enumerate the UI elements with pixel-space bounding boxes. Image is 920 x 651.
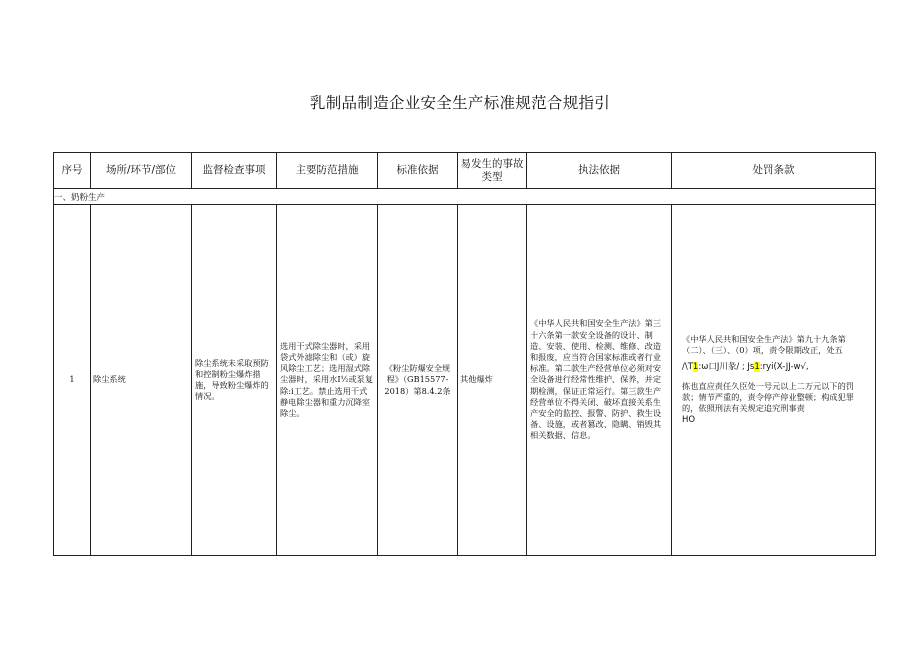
- compliance-table: [53, 152, 876, 556]
- penalty-garbled-c: Js: [747, 361, 755, 372]
- header-place: 场所/环节/部位: [91, 153, 192, 189]
- cell-issue: 除尘系统未采取预防和控制粉尘爆炸措施，导致粉尘爆炸的情况。: [192, 205, 277, 556]
- cell-accident: 其他爆炸: [458, 205, 527, 556]
- penalty-line-3: 拣也直应责任久臣处一号元以上二万元以下的罚款；情节严重的，责令停产停业整顿；构成犯罪的，依照刑法有关规定追究刑事责: [682, 380, 854, 414]
- penalty-garbled-a: /\T: [682, 361, 693, 372]
- document-title: 乳制品制造企业安全生产标准规范合规指引: [309, 94, 611, 112]
- penalty-highlight-b: 1: [754, 361, 760, 372]
- section-label: 一、奶粉生产: [54, 189, 876, 205]
- header-law: 执法依据: [527, 153, 672, 189]
- header-accident: 易发生的事故类型: [458, 153, 527, 189]
- penalty-line-4: HO: [682, 414, 696, 425]
- cell-law: 《中华人民共和国安全生产法》第三十六条第一款安全设备的设计、制造、安装、使用、检测、维修、改造和报废，应当符合国家标准或者行业标准。第二款生产经营单位必须对安全设备进行经常性维护、保养，并定期检测，保证正常运行。第三款生产经营单位不得关闭、破坏直接关系生产安全的监控、报警、防护、救生设备、设施，或者篡改、隐瞒、销毁其相关数据、信息。: [527, 205, 672, 556]
- penalty-garbled-d: :ryi(X-JJ-w√,: [759, 361, 809, 372]
- penalty-garbled-b: :ω口J川彖/ ;: [698, 361, 745, 372]
- header-measure: 主要防范措施: [277, 153, 378, 189]
- cell-measure: 选用干式除尘器时，采用袋式外滤除尘和（或）旋风除尘工艺；选用湿式除尘器时，采用水Ⅰ½或泵复除:i工艺。禁止选用干式静电除尘器和重力沉降室除尘。: [277, 205, 378, 556]
- header-standard: 标准依据: [378, 153, 458, 189]
- penalty-line-1: 《中华人民共和国安全生产法》第九十九条第（二）、（三）、（0）项，责令限期改正，处五: [682, 334, 846, 356]
- cell-place: 除尘系统: [91, 205, 192, 556]
- header-penalty: 处罚条款: [672, 153, 876, 189]
- section-row: [54, 189, 876, 205]
- table-row: [54, 205, 876, 556]
- cell-standard: 《粉尘防爆安全规程》（GB15577-2018）第8.4.2条: [378, 205, 458, 556]
- cell-no: 1: [54, 205, 91, 556]
- header-no: 序号: [54, 153, 91, 189]
- penalty-line-2: [682, 361, 867, 373]
- penalty-highlight-a: 1: [692, 361, 699, 372]
- table-header-row: [54, 153, 876, 189]
- cell-penalty: [672, 205, 876, 556]
- header-issue: 监督检查事项: [192, 153, 277, 189]
